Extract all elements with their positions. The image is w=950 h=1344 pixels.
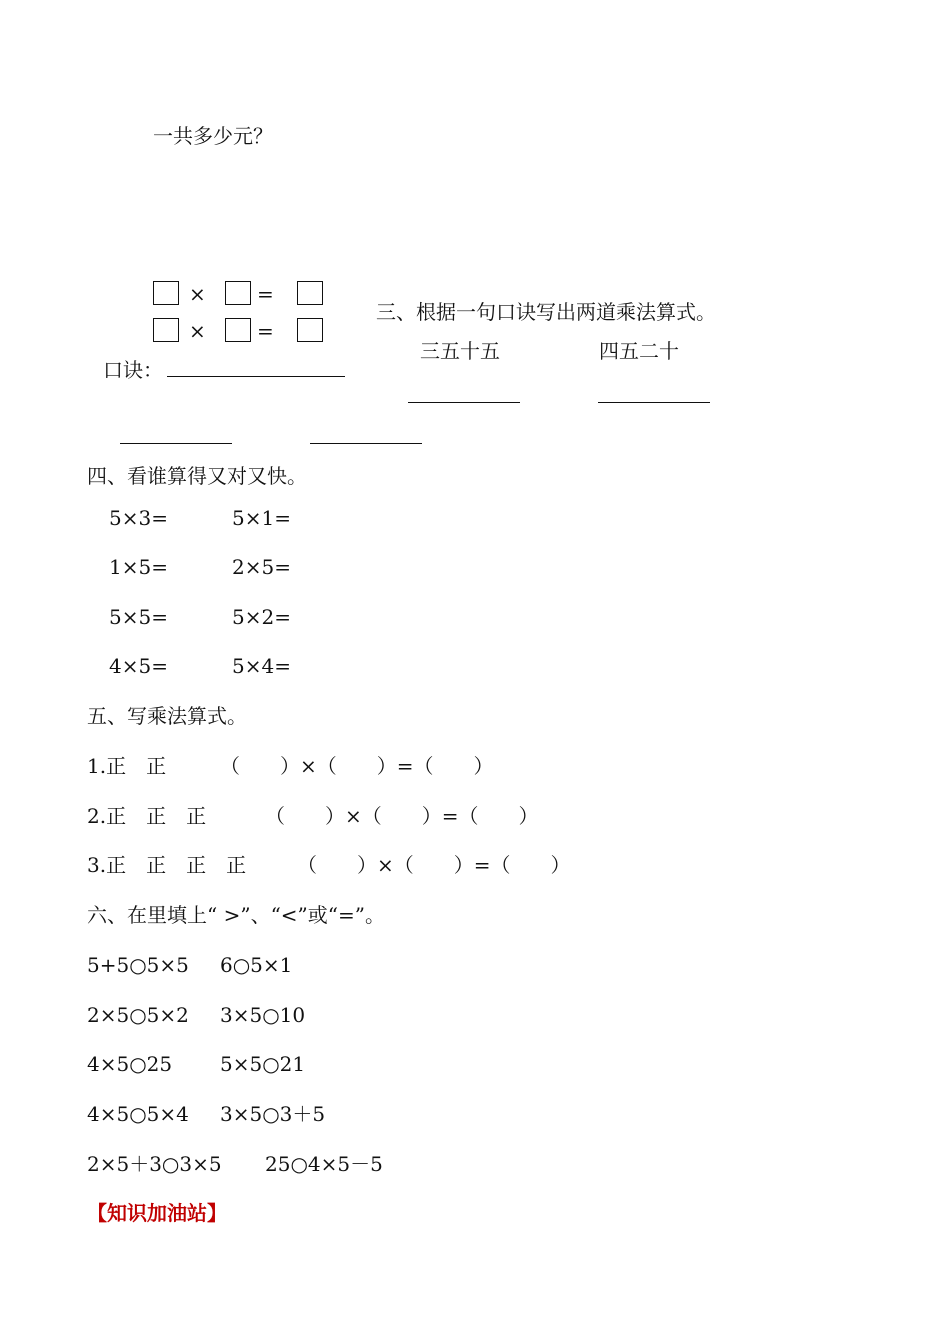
calc-item: 2×5=	[232, 555, 291, 579]
answer-box[interactable]	[153, 318, 179, 342]
equals-sign: =	[257, 319, 274, 343]
compare-item: 4×5○25	[87, 1052, 173, 1076]
answer-line[interactable]	[120, 443, 232, 444]
koujue-answer-line[interactable]	[167, 376, 345, 377]
compare-item: 5+5○5×5	[87, 953, 189, 977]
knowledge-title: 【知识加油站】	[87, 1201, 227, 1225]
compare-item: 6○5×1	[220, 953, 293, 977]
section6-title: 六、在里填上“ >”、“<”或“=”。	[87, 903, 385, 927]
answer-line[interactable]	[598, 402, 710, 403]
calc-item: 5×3=	[109, 506, 168, 530]
rhyme-1: 三五十五	[420, 339, 500, 363]
answer-box[interactable]	[297, 318, 323, 342]
tally-label: 1.正 正	[87, 754, 167, 778]
compare-item: 3×5○10	[220, 1003, 306, 1027]
answer-box[interactable]	[225, 318, 251, 342]
formula-blank[interactable]: （ ）×（ ）=（ ）	[220, 754, 494, 778]
calc-item: 5×4=	[232, 654, 291, 678]
equals-sign: =	[257, 282, 274, 306]
koujue-label: 口诀：	[103, 358, 163, 382]
calc-item: 5×5=	[109, 605, 168, 629]
compare-item: 3×5○3＋5	[220, 1102, 326, 1126]
compare-item: 2×5＋3○3×5	[87, 1152, 222, 1176]
question-intro: 一共多少元？	[153, 124, 273, 148]
answer-line[interactable]	[408, 402, 520, 403]
compare-item: 5×5○21	[220, 1052, 306, 1076]
formula-blank[interactable]: （ ）×（ ）=（ ）	[297, 853, 571, 877]
times-sign: ×	[189, 319, 206, 343]
section3-title: 三、根据一句口诀写出两道乘法算式。	[376, 300, 716, 324]
calc-item: 1×5=	[109, 555, 168, 579]
section5-title: 五、写乘法算式。	[87, 704, 247, 728]
calc-item: 4×5=	[109, 654, 168, 678]
answer-box[interactable]	[297, 281, 323, 305]
calc-item: 5×2=	[232, 605, 291, 629]
answer-box[interactable]	[225, 281, 251, 305]
times-sign: ×	[189, 282, 206, 306]
tally-label: 3.正 正 正 正	[87, 853, 247, 877]
formula-blank[interactable]: （ ）×（ ）=（ ）	[265, 804, 539, 828]
section4-title: 四、看谁算得又对又快。	[87, 464, 307, 488]
tally-label: 2.正 正 正	[87, 804, 207, 828]
compare-item: 4×5○5×4	[87, 1102, 189, 1126]
calc-item: 5×1=	[232, 506, 291, 530]
rhyme-2: 四五二十	[599, 339, 679, 363]
compare-item: 2×5○5×2	[87, 1003, 189, 1027]
answer-box[interactable]	[153, 281, 179, 305]
compare-item: 25○4×5－5	[265, 1152, 383, 1176]
answer-line[interactable]	[310, 443, 422, 444]
